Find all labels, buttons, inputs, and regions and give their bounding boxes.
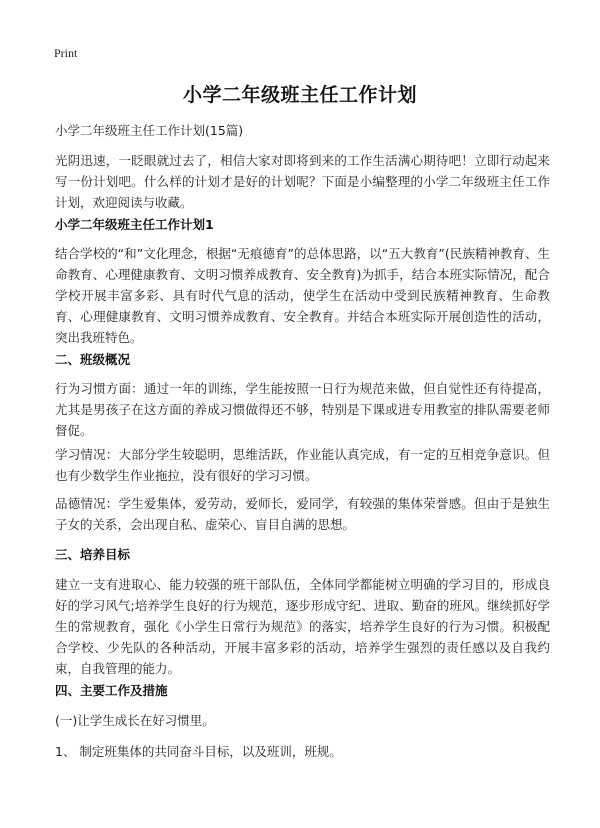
section2-paragraph-habits: 行为习惯方面：通过一年的训练，学生能按照一日行为规范来做，但自觉性还有待提高，尤其是男孩子在这方面的养成习惯做得还不够，特别是下课或进专用教室的排队需要老师督促。	[55, 381, 550, 438]
intro-paragraph: 光阴迅速，一眨眼就过去了，相信大家对即将到来的工作生活满心期待吧！立即行动起来写一份计划吧。什么样的计划才是好的计划呢？下面是小编整理的小学二年级班主任工作计划，欢迎阅读与收藏。	[55, 153, 550, 210]
section3-paragraph: 建立一支有进取心、能力较强的班干部队伍，全体同学都能树立明确的学习目的，形成良好的学习风气;培养学生良好的行为规范，逐步形成守纪、进取、勤奋的班风。继续抓好学生的常规教育，强化《小学生日常行为规范》的落实，培养学生良好的行为习惯。积极配合学校、少先队的各种活动，开展丰富多彩的活动，培养学生强烈的责任感以及自我约束，自我管理的能力。	[55, 577, 550, 676]
section4-subheading: (一)让学生成长在好习惯里。	[55, 713, 215, 728]
section1-heading: 小学二年级班主任工作计划1	[55, 217, 214, 232]
section2-paragraph-morality: 品德情况：学生爱集体，爱劳动，爱师长，爱同学，有较强的集体荣誉感。但由于是独生子女的关系，会出现自私、虚荣心、盲目自满的思想。	[55, 496, 550, 532]
section1-paragraph: 结合学校的“和”文化理念，根据“无痕德育”的总体思路，以“五大教育”(民族精神教育、生命教育、心理健康教育、文明习惯养成教育、安全教育)为抓手，结合本班实际情况，配合学校开展丰富多彩、具有时代气息的活动，使学生在活动中受到民族精神教育、生命教育、心理健康教育、文明习惯养成教育、安全教育。并结合本班实际开展创造性的活动，突出我班特色。	[55, 246, 550, 345]
document-subtitle: 小学二年级班主任工作计划(15篇)	[55, 123, 244, 138]
section2-heading: 二、班级概况	[55, 352, 131, 367]
section4-heading: 四、主要工作及措施	[55, 683, 168, 698]
section3-heading: 三、培养目标	[55, 547, 131, 562]
section4-item-1: 1、 制定班集体的共同奋斗目标，以及班训，班规。	[55, 744, 342, 759]
print-link[interactable]: Print	[54, 46, 78, 60]
page-title: 小学二年级班主任工作计划	[182, 84, 417, 106]
section2-paragraph-study: 学习情况：大部分学生较聪明，思维活跃，作业能认真完成，有一定的互相竞争意识。但也有少数学生作业拖拉，没有很好的学习习惯。	[55, 447, 550, 483]
